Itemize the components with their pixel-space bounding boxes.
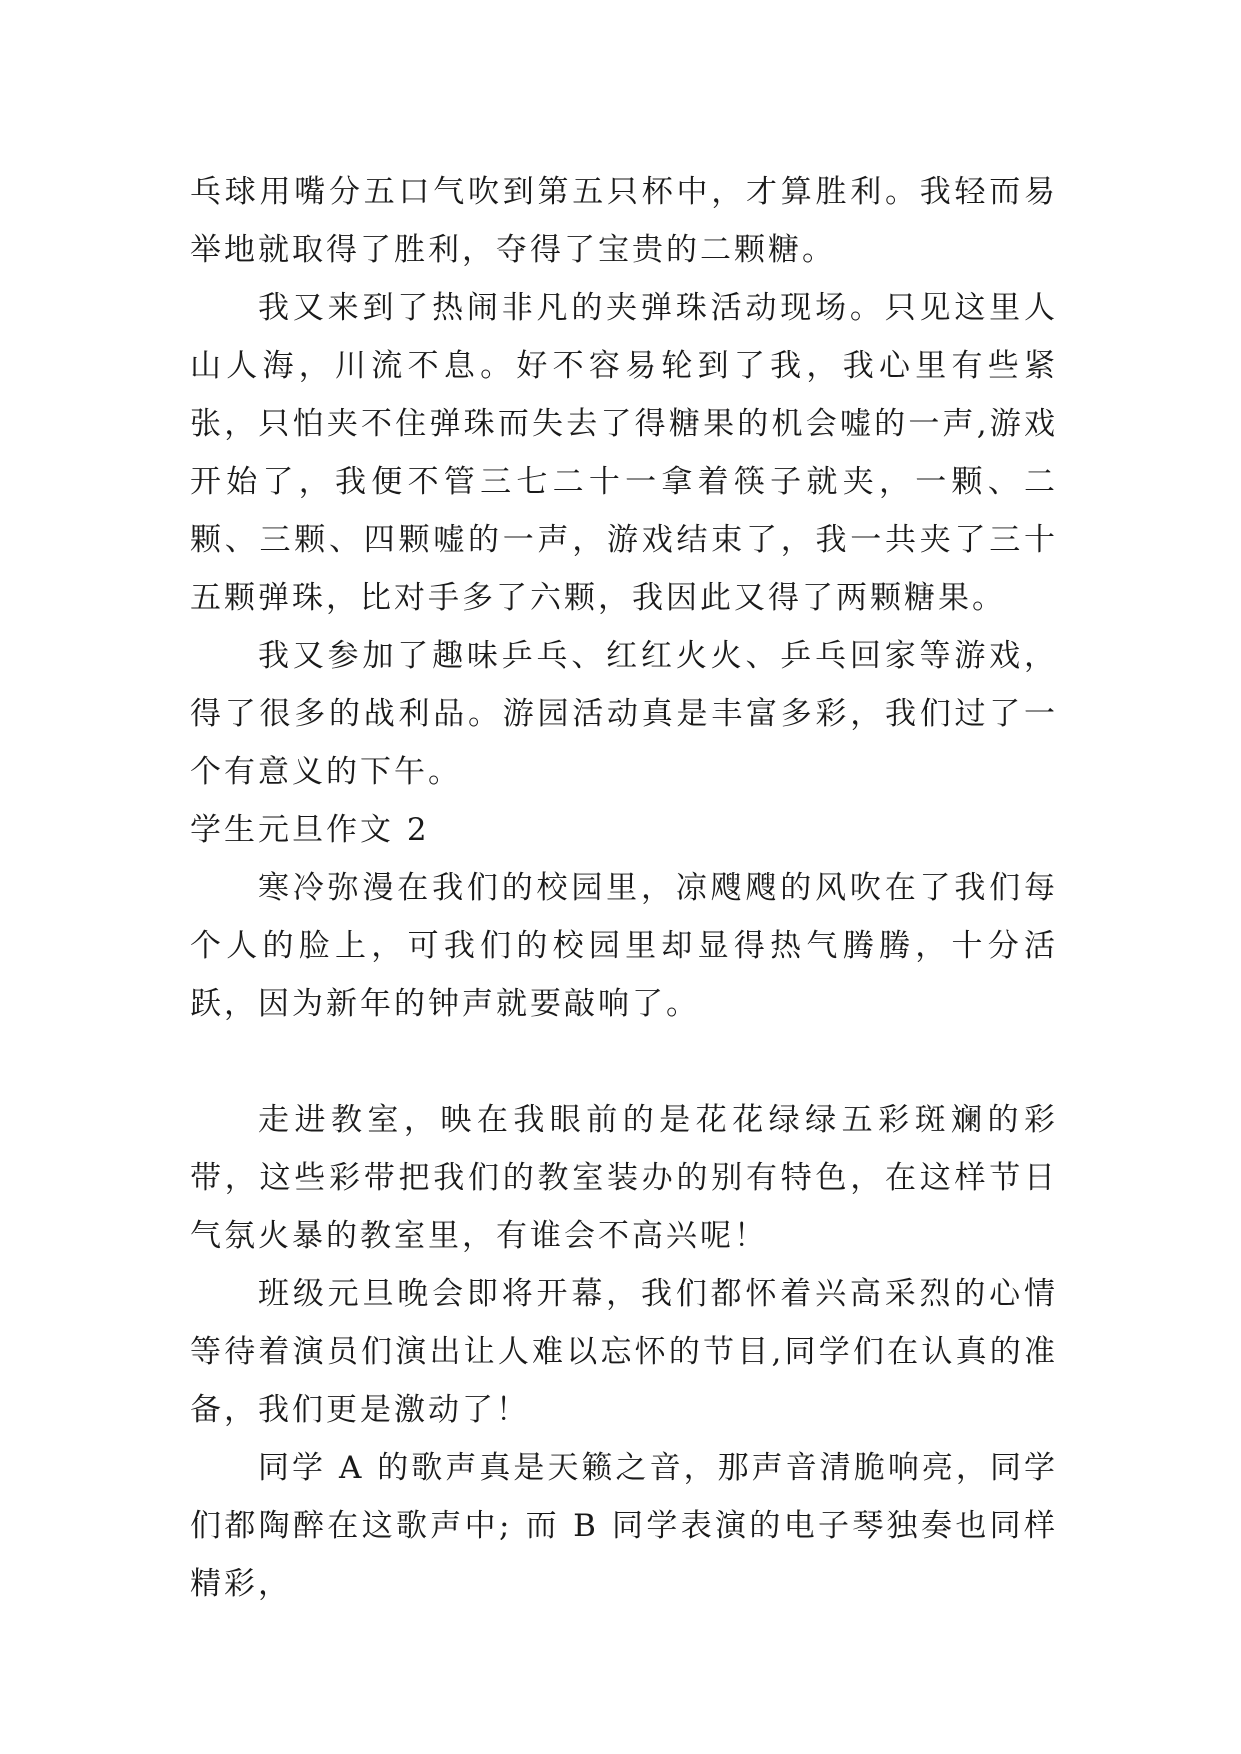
paragraph-performances: 同学 A 的歌声真是天籁之音，那声音清脆响亮，同学们都陶醉在这歌声中; 而 B 同学表演的电子琴独奏也同样精彩， <box>190 1450 1058 1602</box>
paragraph-gap <box>190 1033 1058 1091</box>
essay-heading: 学生元旦作文 2 <box>190 812 430 848</box>
paragraph-marbles: 我又来到了热闹非凡的夹弹珠活动现场。只见这里人山人海，川流不息。好不容易轮到了我，我心里有些紧张，只怕夹不住弹珠而失去了得糖果的机会嘘的一声,游戏开始了，我便不管三七二十一拿着筷子就夹，一颗、二颗、三颗、四颗嘘的一声，游戏结束了，我一共夹了三十五颗弹珠，比对手多了六颗，我因此又得了两颗糖果。 <box>190 290 1058 616</box>
paragraph-party: 班级元旦晚会即将开幕，我们都怀着兴高采烈的心情等待着演员们演出让人难以忘怀的节目,同学们在认真的准备，我们更是激动了！ <box>190 1276 1058 1428</box>
paragraph-continued: 乓球用嘴分五口气吹到第五只杯中，才算胜利。我轻而易举地就取得了胜利，夺得了宝贵的二颗糖。 <box>190 174 1058 268</box>
document-body <box>190 163 1058 1613</box>
paragraph-classroom: 走进教室，映在我眼前的是花花绿绿五彩斑斓的彩带，这些彩带把我们的教室装办的别有特色，在这样节日气氛火暴的教室里，有谁会不高兴呢！ <box>190 1102 1058 1254</box>
paragraph-games: 我又参加了趣味乒乓、红红火火、乒乓回家等游戏，得了很多的战利品。游园活动真是丰富多彩，我们过了一个有意义的下午。 <box>190 638 1058 790</box>
paragraph-campus: 寒冷弥漫在我们的校园里，凉飕飕的风吹在了我们每个人的脸上，可我们的校园里却显得热气腾腾，十分活跃，因为新年的钟声就要敲响了。 <box>190 870 1058 1022</box>
